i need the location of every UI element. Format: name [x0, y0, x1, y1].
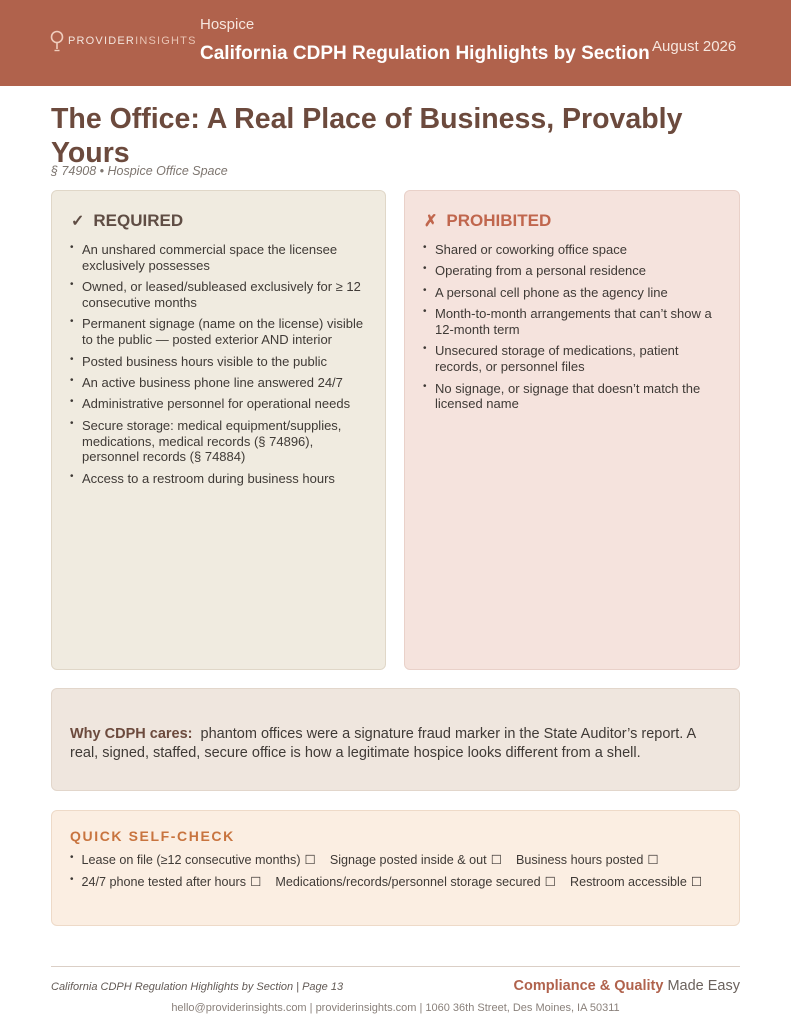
- self-check-row: [70, 874, 716, 889]
- checklist-item[interactable]: Lease on file (≥12 consecutive months) ☐: [81, 853, 316, 867]
- list-item: • Posted business hours visible to the public: [70, 354, 369, 370]
- section-reference: § 74908 • Hospice Office Space: [51, 164, 228, 178]
- footer-contact: hello@providerinsights.com | providerinsights.com | 1060 36th Street, Des Moines, IA 50311: [171, 1002, 620, 1014]
- bullet: •: [70, 874, 74, 885]
- list-item: • No signage, or signage that doesn’t match the licensed name: [423, 381, 723, 413]
- required-panel: [51, 190, 386, 670]
- checklist-item[interactable]: Medications/records/personnel storage secured ☐: [275, 875, 556, 889]
- checkbox-icon[interactable]: ☐: [647, 853, 659, 867]
- x-mark-icon: ✗: [424, 213, 438, 230]
- logo-text: PROVIDERINSIGHTS: [68, 35, 197, 47]
- checkbox-icon[interactable]: ☐: [490, 853, 502, 867]
- list-item: • Permanent signage (name on the license) visible to the public — posted exterior AND interior: [70, 316, 369, 348]
- bulb-icon: [50, 29, 64, 53]
- self-check-box: [51, 810, 740, 926]
- checkmark-icon: ✓: [71, 213, 85, 230]
- footer-divider: [51, 966, 740, 967]
- page-title: The Office: A Real Place of Business, Provably Yours: [51, 103, 683, 169]
- checklist-item[interactable]: Signage posted inside & out ☐: [329, 853, 502, 867]
- list-item: • Shared or coworking office space: [423, 242, 723, 258]
- checkbox-icon[interactable]: ☐: [250, 875, 262, 889]
- list-item: • A personal cell phone as the agency line: [423, 285, 723, 301]
- document-date: August 2026: [652, 38, 737, 55]
- checkbox-icon[interactable]: ☐: [544, 875, 556, 889]
- checklist-item[interactable]: Restroom accessible ☐: [569, 875, 703, 889]
- checklist-item[interactable]: 24/7 phone tested after hours ☐: [81, 875, 262, 889]
- list-item: • Secure storage: medical equipment/supplies, medications, medical records (§ 74896), personnel records (§ 74884): [70, 418, 369, 465]
- why-label: Why CDPH cares:: [70, 726, 193, 742]
- self-check-row: [70, 852, 673, 867]
- list-item: • Owned, or leased/subleased exclusively for ≥ 12 consecutive months: [70, 279, 369, 311]
- prohibited-heading: [424, 211, 551, 231]
- checkbox-icon[interactable]: ☐: [304, 853, 316, 867]
- self-check-title: QUICK SELF-CHECK: [70, 828, 235, 844]
- prohibited-heading-label: PROHIBITED: [446, 211, 552, 230]
- required-heading: [71, 211, 183, 231]
- prohibited-list: [423, 242, 723, 418]
- list-item: • An active business phone line answered 24/7: [70, 375, 369, 391]
- document-title: California CDPH Regulation Highlights by Section: [200, 43, 650, 64]
- footer-page-info: California CDPH Regulation Highlights by Section | Page 13: [51, 981, 344, 993]
- list-item: • Operating from a personal residence: [423, 263, 723, 279]
- prohibited-panel: [404, 190, 740, 670]
- checkbox-icon[interactable]: ☐: [690, 875, 703, 889]
- logo: [50, 28, 197, 54]
- list-item: • Unsecured storage of medications, patient records, or personnel files: [423, 343, 723, 375]
- list-item: • Month-to-month arrangements that can’t show a 12-month term: [423, 306, 723, 338]
- why-callout: [51, 688, 740, 791]
- list-item: • Administrative personnel for operational needs: [70, 396, 369, 412]
- list-item: • An unshared commercial space the licensee exclusively possesses: [70, 242, 369, 274]
- list-item: • Access to a restroom during business hours: [70, 471, 369, 487]
- checklist-item[interactable]: Business hours posted ☐: [515, 853, 659, 867]
- why-body: phantom offices were a signature fraud marker in the State Auditor’s report. A real, signed, staffed, secure office is how a legitimate hospice looks different from a shell.: [70, 726, 696, 761]
- bullet: •: [70, 852, 74, 863]
- header-band: [0, 0, 791, 86]
- required-list: [70, 242, 369, 492]
- why-text: [70, 725, 721, 763]
- footer-tagline: Compliance & Quality Made Easy: [513, 978, 740, 994]
- required-heading-label: REQUIRED: [93, 211, 184, 230]
- header-eyebrow: Hospice: [200, 16, 255, 33]
